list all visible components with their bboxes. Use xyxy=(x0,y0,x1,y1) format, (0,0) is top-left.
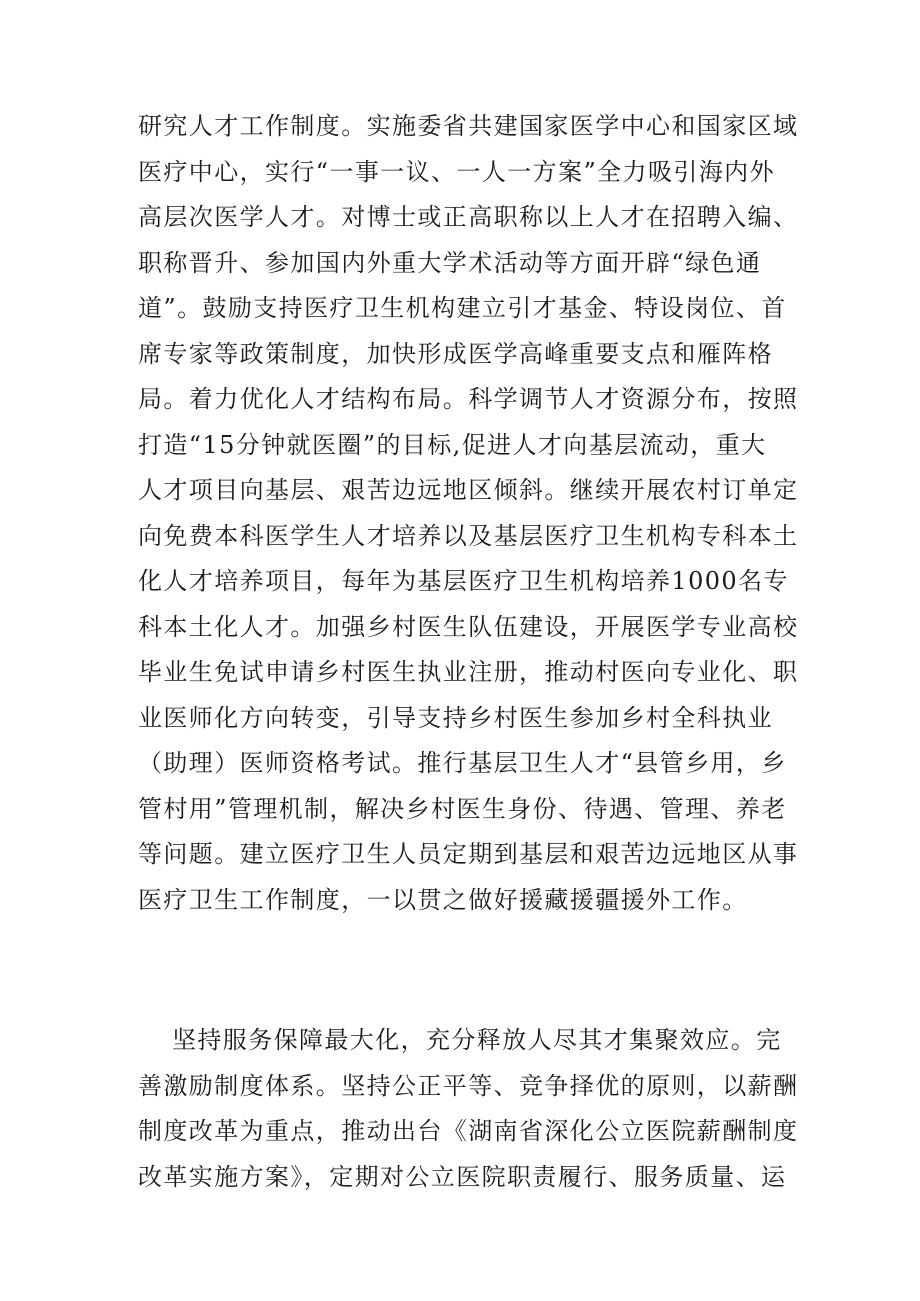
text-line: 研究人才工作制度。实施委省共建国家医学中心和国家区域 xyxy=(138,112,799,140)
text-line: 改革实施方案》，定期对公立医院职责履行、服务质量、运 xyxy=(138,1162,787,1191)
text-line: 毕业生免试申请乡村医生执业注册，推动村医向专业化、职 xyxy=(138,658,799,686)
text-line: 高层次医学人才。对博士或正高职称以上人才在招聘入编、 xyxy=(138,203,799,231)
paragraph-2 xyxy=(138,1018,799,1200)
text-line: 科本土化人才。加强乡村医生队伍建设，开展医学专业高校 xyxy=(138,612,799,641)
text-line: 管村用”管理机制，解决乡村医生身份、待遇、管理、养老 xyxy=(138,794,787,823)
text-line: 席专家等政策制度，加快形成医学高峰重要支点和雁阵格 xyxy=(138,339,773,368)
text-line: 等问题。建立医疗卫生人员定期到基层和艰苦边远地区从事 xyxy=(138,840,799,868)
text-line: 人才项目向基层、艰苦边远地区倾斜。继续开展农村订单定 xyxy=(138,476,799,504)
text-line: 打造“15分钟就医圈”的目标,促进人才向基层流动，重大 xyxy=(138,430,767,459)
text-line: 医疗中心，实行“一事一议、一人一方案”全力吸引海内外 xyxy=(138,157,775,186)
text-line: （助理）医师资格考试。推行基层卫生人才“县管乡用，乡 xyxy=(138,749,787,777)
text-line: 制度改革为重点，推动出台《湖南省深化公立医院薪酬制度 xyxy=(138,1117,799,1145)
text-line: 向免费本科医学生人才培养以及基层医疗卫生机构专科本土 xyxy=(138,521,799,550)
text-line: 职称晋升、参加国内外重大学术活动等方面开辟“绿色通 xyxy=(138,248,762,277)
text-line: 医疗卫生工作制度，一以贯之做好援藏援疆援外工作。 xyxy=(138,885,748,914)
text-line: 业医师化方向转变，引导支持乡村医生参加乡村全科执业 xyxy=(138,703,773,732)
paragraph-1 xyxy=(138,104,799,923)
text-line: 化人才培养项目，每年为基层医疗卫生机构培养1000名专 xyxy=(138,567,789,595)
text-line: 善激励制度体系。坚持公正平等、竞争择优的原则，以薪酬 xyxy=(138,1071,799,1100)
text-line: 道”。鼓励支持医疗卫生机构建立引才基金、特设岗位、首 xyxy=(138,294,787,322)
text-line-indented: 坚持服务保障最大化，充分释放人尽其才集聚效应。完 xyxy=(172,1026,782,1054)
text-line: 局。着力优化人才结构布局。科学调节人才资源分布，按照 xyxy=(138,385,799,413)
